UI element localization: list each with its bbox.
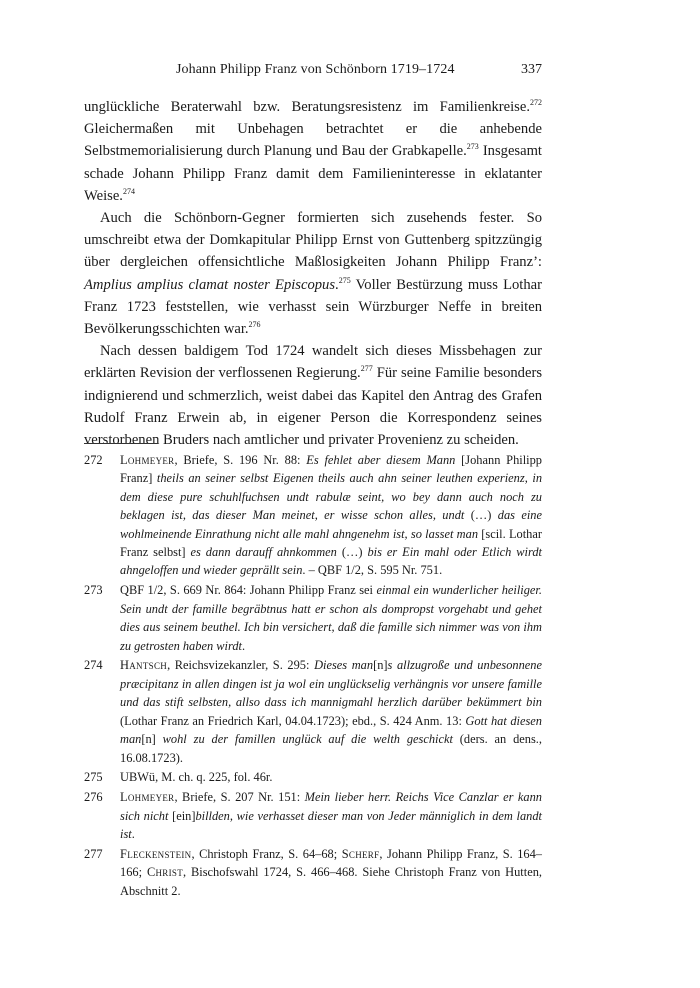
footnote-number: 276 xyxy=(84,790,103,805)
footnote-ref-272[interactable]: 272 xyxy=(530,98,542,107)
footnote-ref-275[interactable]: 275 xyxy=(338,275,351,285)
quote-run: das eine wohlmeinende Einrathung nicht alle mahl ahngenehm ist, so lasset man xyxy=(120,508,542,541)
quote-run: einmal ein wunderlicher heiliger. Sein undt der famille begräbtnus hatt er schon als dompropst vorgehabt und gehet dies aus seinem beuthel. Ich bin versichert, daß die famille sich nimmer was von ihm zu getrosten haben wirdt xyxy=(120,583,542,653)
footnote-text xyxy=(120,845,542,900)
author-name: Christ xyxy=(146,865,184,880)
author-name: Lohmeyer xyxy=(120,790,175,805)
text-run: (ders. an dens., 16.08.1723). xyxy=(120,732,542,765)
text-run: UBWü, M. ch. q. 225, fol. 46r. xyxy=(120,770,273,785)
text-run: . – QBF 1/2, S. 595 Nr. 751. xyxy=(302,563,443,578)
footnote-ref-274[interactable]: 274 xyxy=(122,186,135,196)
footnote-number: 272 xyxy=(84,453,103,467)
footnote-text xyxy=(120,768,542,786)
text-run: Auch die Schönborn-Gegner formierten sich zusehends fester. So umschreibt etwa der Domkapitular Philipp Ernst von Guttenberg spitzzüngig über dergleichen offensichtliche Maßlosigkeiten Johann Philipp Franz’: xyxy=(84,210,542,271)
text-run: , Johann Philipp Franz, S. 164–166; xyxy=(120,847,543,880)
footnote-275 xyxy=(84,768,542,786)
text-run: [ein] xyxy=(168,808,196,823)
text-run: [scil. Lothar Franz selbst] xyxy=(120,526,542,560)
page-number: 337 xyxy=(521,62,542,77)
text-run: unglückliche Beraterwahl bzw. Beratungsresistenz im Familienkreise. xyxy=(84,99,530,115)
footnote-number: 274 xyxy=(84,658,103,673)
author-name: Fleckenstein xyxy=(120,847,192,862)
text-run: (…) xyxy=(336,545,368,560)
quote-run: s allzugroße und unbesonnene præcipitanz in allen dingen ist ja wol ein unglückselig verhängnis vor unsere famille und das stift selbsten, allso dass ich mannigmahl herzlich darüber bekümmert bin xyxy=(120,658,542,710)
footnote-277 xyxy=(84,845,542,900)
footnote-text xyxy=(120,581,542,655)
text-run: [n] xyxy=(141,732,163,747)
footnote-number: 277 xyxy=(84,847,103,862)
text-run: . xyxy=(241,638,246,653)
author-name: Hantsch xyxy=(120,658,168,673)
text-run: . xyxy=(131,827,135,842)
footnote-274 xyxy=(84,656,542,766)
footnote-separator xyxy=(84,443,157,444)
paragraph-3 xyxy=(84,340,542,451)
text-run: , Bischofswahl 1724, S. 466–468. Siehe Christoph Franz von Hutten, Abschnitt 2. xyxy=(120,865,542,898)
footnote-text xyxy=(120,451,542,580)
paragraph-2 xyxy=(84,207,542,340)
quote-run: Mein lieber herr. Reichs Vice Canzlar er kann sich nicht xyxy=(120,790,542,823)
quote-run: billden, wie verhasset dieser man von Jeder männiglich in dem landt ist xyxy=(120,808,542,842)
footnote-number: 273 xyxy=(84,583,103,598)
paragraph-1 xyxy=(84,96,542,207)
text-run: , Reichsvizekanzler, S. 295: xyxy=(167,658,315,673)
footnote-ref-277[interactable]: 277 xyxy=(360,364,373,374)
footnote-number: 275 xyxy=(84,770,103,785)
footnote-text xyxy=(120,656,542,766)
latin-quote: Amplius amplius clamat noster Episcopus xyxy=(84,276,336,293)
running-title: Johann Philipp Franz von Schönborn 1719–1724 xyxy=(176,62,455,77)
text-run: , Christoph Franz, S. 64–68; xyxy=(191,847,342,862)
text-run: Insgesamt schade Johann Philipp Franz damit dem Familieninteresse in eklatanter Weise. xyxy=(84,143,542,204)
author-name: Scherf xyxy=(341,847,380,862)
footnote-ref-276[interactable]: 276 xyxy=(248,320,261,330)
footnote-text xyxy=(120,788,542,843)
footnote-ref-273[interactable]: 273 xyxy=(466,142,479,152)
quote-run: Es fehlet aber diesem Mann xyxy=(306,453,456,467)
text-run: , Briefe, S. 196 Nr. 88: xyxy=(174,453,307,467)
text-run: [Johann Philipp Franz] xyxy=(120,453,542,486)
main-text xyxy=(84,96,542,451)
quote-run: Dieses man xyxy=(314,658,374,673)
text-run: Voller Bestürzung muss Lothar Franz 1723 feststellen, wie verhasst sein Würzburger Neffe in breiten Bevölkerungsschichten war. xyxy=(84,276,542,338)
text-run: Gleichermaßen mit Unbehagen betrachtet er die anhebende Selbstmemorialisierung durch Planung und Bau der Grabkapelle. xyxy=(84,121,542,160)
text-run: , Briefe, S. 207 Nr. 151: xyxy=(174,790,305,805)
quote-run: Gott hat diesen man xyxy=(120,713,542,747)
footnote-273 xyxy=(84,581,542,655)
quote-run: wohl zu der famillen unglück auf die welth geschickt xyxy=(162,732,453,747)
text-run: [n] xyxy=(373,658,388,673)
text-run: . xyxy=(335,276,339,293)
author-name: Lohmeyer xyxy=(120,453,175,467)
running-header xyxy=(84,62,542,82)
text-run: (Lothar Franz an Friedrich Karl, 04.04.1723); ebd., S. 424 Anm. 13: xyxy=(120,713,466,728)
footnotes xyxy=(84,451,542,902)
quote-run: es dann darauff ahnkommen xyxy=(190,545,337,560)
text-run: QBF 1/2, S. 669 Nr. 864: Johann Philipp Franz sei xyxy=(120,583,377,598)
quote-run: theils an seiner selbst Eigenen theils auch ahn seiner leuthen experienz, in dem diese pure schuhlfuchsen undt rabulæ seint, wo bey dann auch noch zu beklagen ist, das dieser Man meinet, er wisse schon alles, undt xyxy=(120,471,543,523)
footnote-276 xyxy=(84,788,542,843)
quote-run: bis er Ein mahl oder Etlich wirdt ahngeloffen und wieder geprällt sein xyxy=(120,545,542,578)
footnote-272 xyxy=(84,451,542,580)
text-run: Nach dessen baldigem Tod 1724 wandelt sich dieses Missbehagen zur erklärten Revision der verflossenen Regierung. xyxy=(84,343,542,382)
text-run: (…) xyxy=(464,508,498,523)
text-run: Für seine Familie besonders indignierend und schmerzlich, weist dabei das Kapitel den Antrag des Grafen Rudolf Franz Erwein ab, in eigener Person die Korrespondenz seines verstorbenen Bruders nach amtlicher und privater Provenienz zu scheiden. xyxy=(84,365,542,449)
